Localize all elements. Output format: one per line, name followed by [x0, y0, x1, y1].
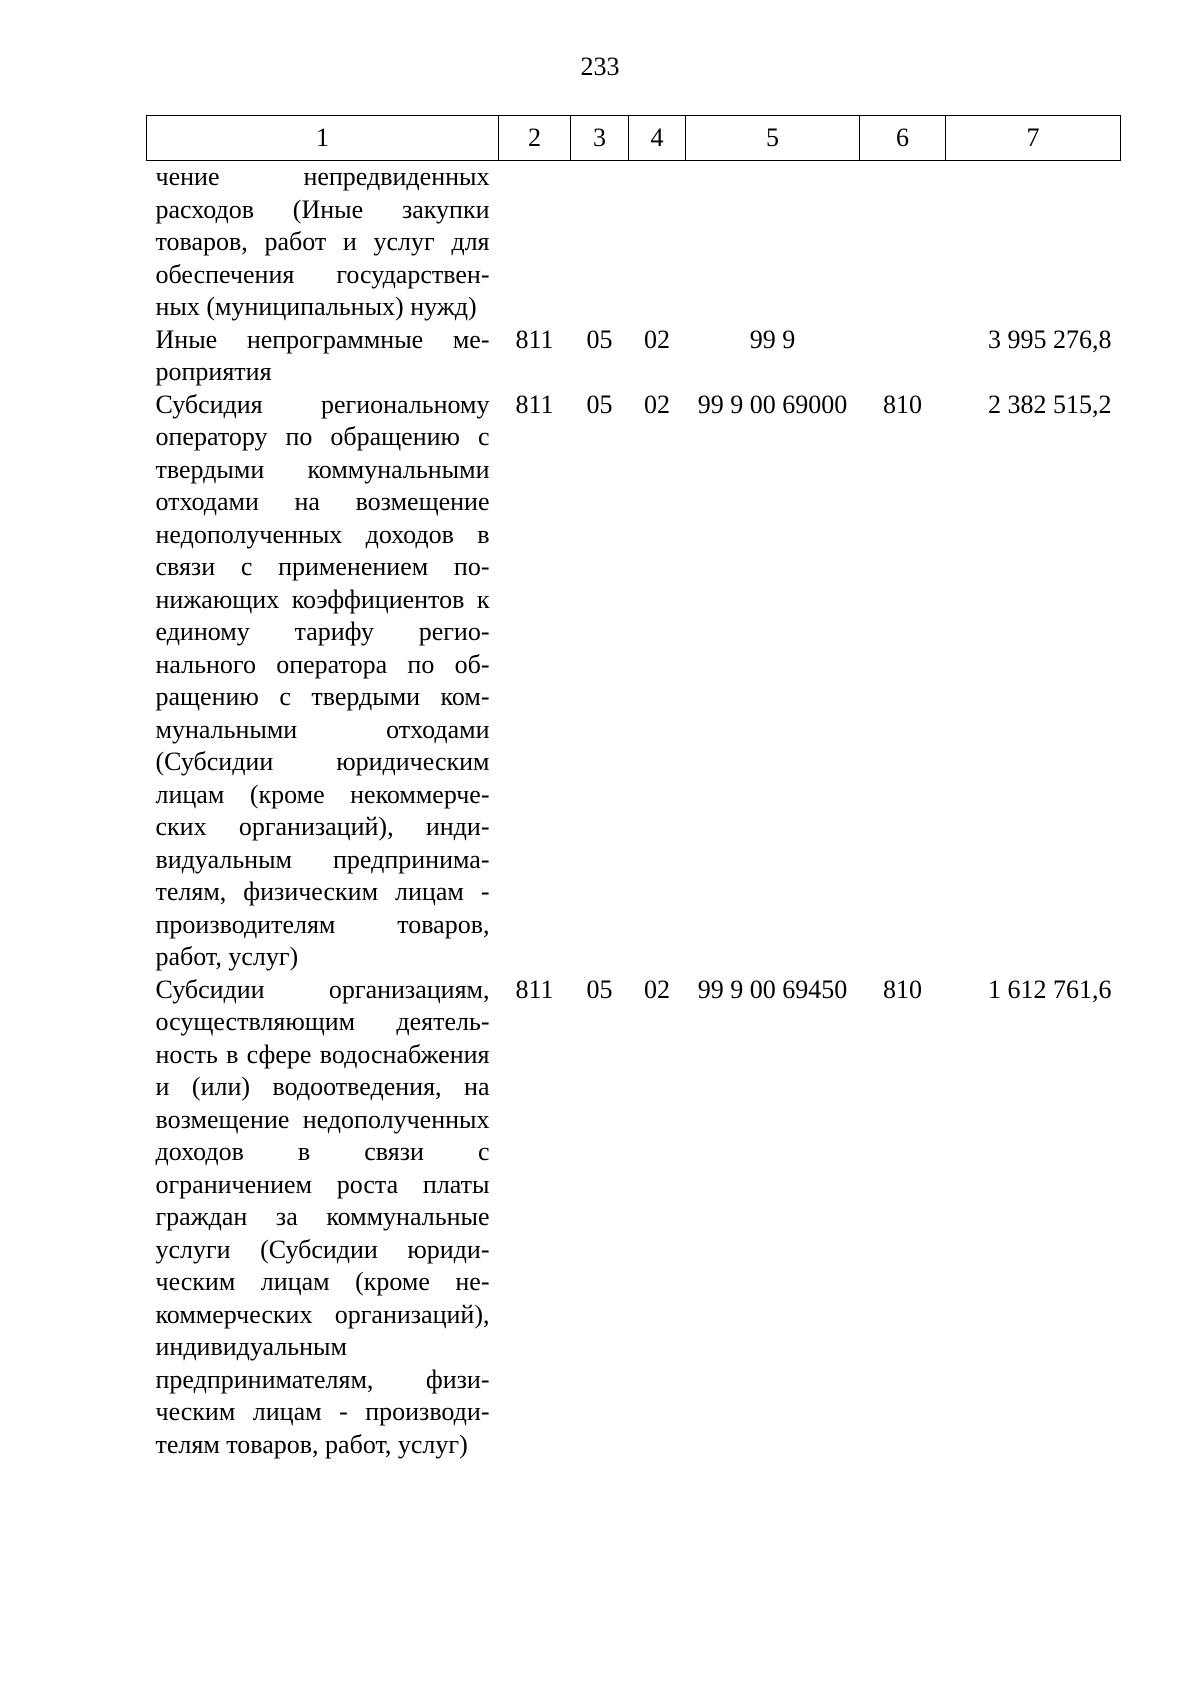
row-col-5: 99 9 00 69450	[697, 974, 848, 1004]
row-col-7	[946, 161, 1121, 324]
page-number: 233	[580, 52, 620, 81]
row-name: Субсидии организациям, осуществляющим деятельность в сфере водоснабжения и (или) водоотведения, на возмещение недополученных доходов в связи с ограничением роста платы граждан за коммунальные услуги (Субсидии юридическим лицам (кроме некоммерческих организаций), индивидуальным предпринимателям, физическим лицам - производителям товаров, работ, услуг)	[155, 974, 490, 1459]
table-header	[147, 116, 1121, 161]
table-row	[147, 161, 1121, 324]
row-col-5	[686, 161, 860, 324]
row-col-2: 811	[515, 324, 554, 354]
row-col-6	[860, 161, 946, 324]
row-col-4: 02	[644, 324, 670, 354]
header-col-6: 6	[860, 116, 946, 161]
row-col-3: 05	[586, 389, 613, 419]
row-col-4	[629, 161, 686, 324]
row-col-5: 99 9 00 69000	[697, 389, 848, 419]
row-col-7: 3 995 276,8	[988, 324, 1112, 354]
row-col-4: 02	[644, 974, 670, 1004]
row-name: Субсидия региональному оператору по обращению с твердыми коммунальными отходами на возмещение недополученных доходов в связи с применением понижающих коэффициентов к единому тарифу регионального оператора по обращению с твердыми коммунальными отходами (Субсидии юридическим лицам (кроме некоммерческих организаций), индивидуальным предпринимателям, физическим лицам - производителям товаров, работ, услуг)	[155, 389, 490, 971]
header-col-2: 2	[499, 116, 571, 161]
row-name: чение непредвиденных расходов (Иные закупки товаров, работ и услуг для обеспечения государственных (муниципальных) нужд)	[155, 162, 490, 321]
header-row	[147, 116, 1121, 161]
table-row	[147, 324, 1121, 389]
table-row	[147, 389, 1121, 974]
row-col-6	[860, 324, 946, 389]
header-col-3: 3	[571, 116, 629, 161]
row-col-3: 05	[586, 324, 613, 354]
row-col-6: 810	[883, 389, 922, 419]
table-body	[147, 161, 1121, 1462]
row-col-5: 99 9	[749, 324, 796, 354]
header-col-5: 5	[686, 116, 860, 161]
header-col-4: 4	[629, 116, 686, 161]
header-col-1: 1	[147, 116, 499, 161]
header-col-7: 7	[946, 116, 1121, 161]
row-col-7: 1 612 761,6	[988, 974, 1112, 1004]
row-col-3	[571, 161, 629, 324]
row-col-3: 05	[586, 974, 613, 1004]
row-col-4: 02	[644, 389, 670, 419]
row-col-2: 811	[515, 974, 554, 1004]
row-col-7: 2 382 515,2	[988, 389, 1112, 419]
row-col-2	[499, 161, 571, 324]
row-col-6: 810	[883, 974, 922, 1004]
row-col-2: 811	[515, 389, 554, 419]
budget-table	[146, 115, 1121, 1461]
row-name: Иные непрограммные мероприятия	[155, 324, 490, 386]
table-row	[147, 974, 1121, 1462]
